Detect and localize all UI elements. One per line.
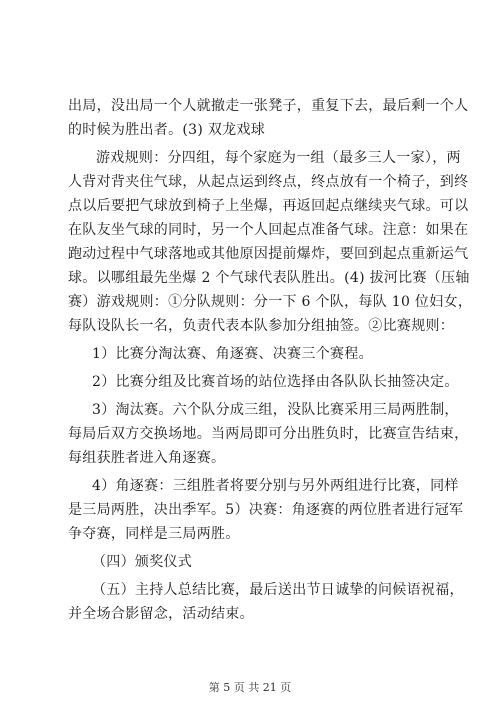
body-line-21: 并全场合影留念，活动结束。 xyxy=(68,606,254,622)
body-line-10: 每队设队长一名，负责代表本队参加分组抽签。②比赛规则： xyxy=(68,318,455,334)
body-line-7: 跑动过程中气球落地或其他原因提前爆炸，要回到起点重新运气 xyxy=(68,246,469,262)
body-line-15: 每组获胜者进入角逐赛。 xyxy=(68,450,226,466)
body-line-4: 人背对背夹住气球，从起点运到终点，终点放有一个椅子，到终 xyxy=(68,174,469,190)
body-line-17: 是三局两胜，决出季军。5）决赛：角逐赛的两位胜者进行冠军 xyxy=(68,502,464,518)
body-line-20: （五）主持人总结比赛，最后送出节日诚挚的问候语祝福， xyxy=(92,582,464,598)
body-line-5: 点以后要把气球放到椅子上坐爆，再返回起点继续夹气球。可以 xyxy=(68,198,469,214)
body-line-18: 争夺赛，同样是三局两胜。 xyxy=(68,526,240,542)
body-line-2: 的时候为胜出者。(3) 双龙戏球 xyxy=(68,122,266,138)
section-heading-awards: （四）颁奖仪式 xyxy=(92,554,193,570)
body-line-14: 每局后双方交换场地。当两局即可分出胜负时，比赛宣告结束， xyxy=(68,426,469,442)
body-line-6: 在队友坐气球的同时，另一个人回起点准备气球。注意：如果在 xyxy=(68,222,469,238)
page-number-footer: 第 5 页 共 21 页 xyxy=(208,681,292,694)
body-line-9: 赛）游戏规则：①分队规则：分一下 6 个队，每队 10 位妇女， xyxy=(68,294,473,310)
body-line-8: 球。以哪组最先坐爆 2 个气球代表队胜出。(4) 拔河比赛（压轴 xyxy=(68,270,470,286)
body-line-11: 1）比赛分淘汰赛、角逐赛、决赛三个赛程。 xyxy=(92,346,373,362)
body-line-16: 4）角逐赛：三组胜者将要分别与另外两组进行比赛，同样 xyxy=(92,478,459,494)
body-line-1: 出局，没出局一个人就撤走一张凳子，重复下去，最后剩一个人 xyxy=(68,98,469,114)
body-line-12: 2）比赛分组及比赛首场的站位选择由各队队长抽签决定。 xyxy=(92,374,459,390)
body-line-13: 3）淘汰赛。六个队分成三组，没队比赛采用三局两胜制， xyxy=(92,402,459,418)
body-line-3: 游戏规则：分四组，每个家庭为一组（最多三人一家），两 xyxy=(96,150,461,166)
